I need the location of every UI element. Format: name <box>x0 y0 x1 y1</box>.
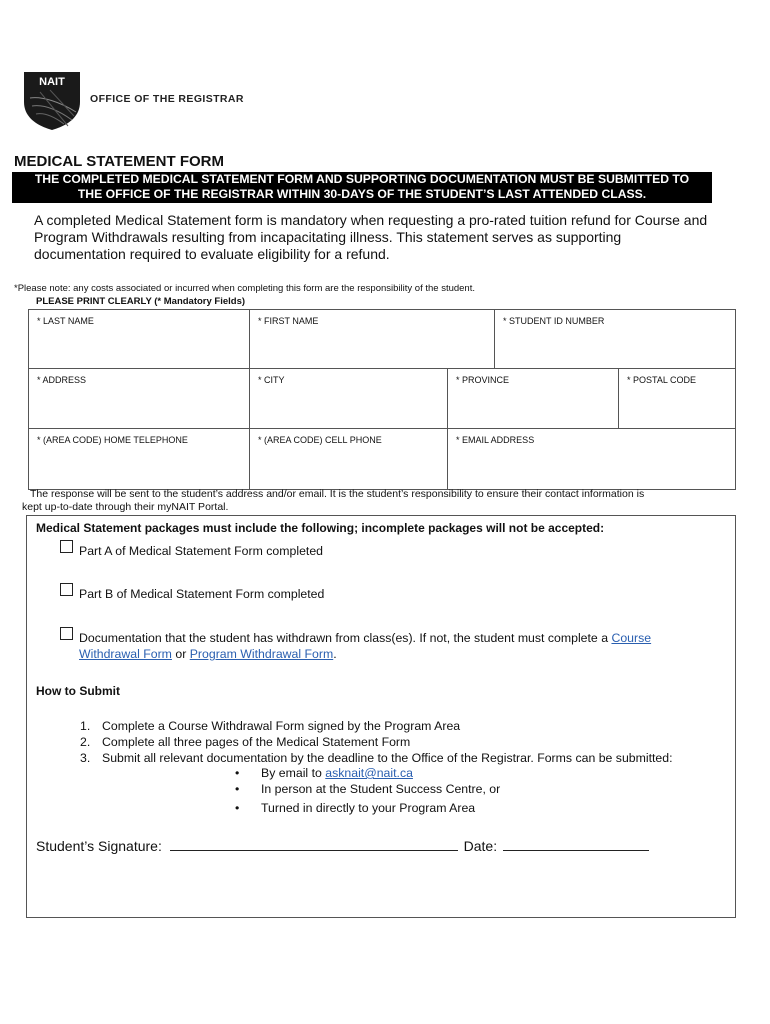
province-label: * PROVINCE <box>456 375 510 385</box>
bullet-text: Turned in directly to your Program Area <box>261 801 476 815</box>
package-title: Medical Statement packages must include the following; incomplete packages will not be accepted: <box>36 521 605 535</box>
documentation-checkbox[interactable] <box>60 627 73 640</box>
first-name-label: * FIRST NAME <box>258 316 319 326</box>
contact-row <box>28 428 736 490</box>
nait-shield-logo <box>20 68 84 132</box>
step-number: 3. <box>80 751 91 765</box>
response-line: kept up-to-date through their myNAIT Portal. <box>22 501 229 513</box>
form-title: MEDICAL STATEMENT FORM <box>14 153 224 170</box>
bullet-text: By email to <box>261 766 326 780</box>
address-field[interactable] <box>29 369 249 428</box>
intro-line: Program Withdrawals resulting from incapacitating illness. This statement serves as supporting <box>34 229 622 245</box>
part-a-checkbox[interactable] <box>60 540 73 553</box>
part-a-label: Part A of Medical Statement Form completed <box>79 544 323 558</box>
how-to-submit-title: How to Submit <box>36 684 120 698</box>
email-field[interactable] <box>447 429 735 489</box>
bullet-program-area <box>235 801 475 815</box>
office-of-registrar: OFFICE OF THE REGISTRAR <box>90 93 244 105</box>
name-row <box>28 309 736 369</box>
step-2 <box>80 734 410 750</box>
address-row <box>28 368 736 429</box>
program-withdrawal-link[interactable]: Program Withdrawal Form <box>189 647 334 661</box>
step-1 <box>80 718 460 734</box>
course-withdrawal-link-cont[interactable]: Withdrawal Form <box>79 647 172 661</box>
last-name-field[interactable] <box>29 310 249 368</box>
period-text: . <box>333 647 337 661</box>
logo-text: NAIT <box>39 76 65 88</box>
bullet-email <box>235 766 413 780</box>
intro-line: documentation required to evaluate eligibility for a refund. <box>34 246 390 262</box>
or-text: or <box>171 647 190 661</box>
package-requirements-box <box>26 515 736 918</box>
cost-note: *Please note: any costs associated or incurred when completing this form are the responsibility of the student. <box>14 283 475 294</box>
step-number: 1. <box>80 719 91 733</box>
step-text: Complete a Course Withdrawal Form signed by the Program Area <box>102 719 461 733</box>
bullet-dot: • <box>235 766 240 780</box>
province-field[interactable] <box>447 369 618 428</box>
response-note <box>22 488 722 514</box>
email-label: * EMAIL ADDRESS <box>456 435 535 445</box>
cell-phone-field[interactable] <box>249 429 447 489</box>
step-number: 2. <box>80 735 91 749</box>
step-text: Complete all three pages of the Medical Statement Form <box>102 735 411 749</box>
home-phone-label: * (AREA CODE) HOME TELEPHONE <box>37 435 188 445</box>
city-label: * CITY <box>258 375 285 385</box>
print-clearly-label: PLEASE PRINT CLEARLY (* Mandatory Fields) <box>36 296 246 307</box>
step-text: Submit all relevant documentation by the deadline to the Office of the Registrar. Forms can be submitted: <box>102 751 673 765</box>
first-name-field[interactable] <box>249 310 494 368</box>
documentation-label <box>79 630 651 662</box>
banner-line: THE OFFICE OF THE REGISTRAR WITHIN 30-DAYS OF THE STUDENT’S LAST ATTENDED CLASS. <box>77 187 647 201</box>
bullet-text: In person at the Student Success Centre, or <box>261 782 501 796</box>
home-phone-field[interactable] <box>29 429 249 489</box>
date-line[interactable] <box>503 838 649 851</box>
postal-code-label: * POSTAL CODE <box>627 375 697 385</box>
bullet-in-person <box>235 782 500 796</box>
bullet-dot: • <box>235 801 240 815</box>
deadline-banner <box>12 172 712 203</box>
intro-paragraph <box>34 212 724 263</box>
signature-label: Student’s Signature: <box>36 838 162 854</box>
step-3 <box>80 750 673 766</box>
documentation-text: Documentation that the student has withdrawn from class(es). If not, the student must complete a <box>79 631 612 645</box>
intro-line: A completed Medical Statement form is mandatory when requesting a pro-rated tuition refund for Course and <box>34 212 708 228</box>
city-field[interactable] <box>249 369 447 428</box>
part-b-label: Part B of Medical Statement Form completed <box>79 587 325 601</box>
signature-row <box>36 838 649 854</box>
part-b-checkbox[interactable] <box>60 583 73 596</box>
asknait-email-link[interactable]: asknait@nait.ca <box>325 766 413 780</box>
course-withdrawal-link[interactable]: Course <box>611 631 652 645</box>
date-label: Date: <box>463 838 498 854</box>
student-id-field[interactable] <box>494 310 735 368</box>
response-line: The response will be sent to the student’s address and/or email. It is the student’s responsibility to ensure their contact information is <box>30 488 645 500</box>
student-id-label: * STUDENT ID NUMBER <box>503 316 605 326</box>
banner-line: THE COMPLETED MEDICAL STATEMENT FORM AND SUPPORTING DOCUMENTATION MUST BE SUBMITTED TO <box>34 172 690 186</box>
bullet-dot: • <box>235 782 240 796</box>
postal-code-field[interactable] <box>618 369 735 428</box>
cell-phone-label: * (AREA CODE) CELL PHONE <box>258 435 382 445</box>
signature-line[interactable] <box>170 838 458 851</box>
last-name-label: * LAST NAME <box>37 316 94 326</box>
address-label: * ADDRESS <box>37 375 87 385</box>
